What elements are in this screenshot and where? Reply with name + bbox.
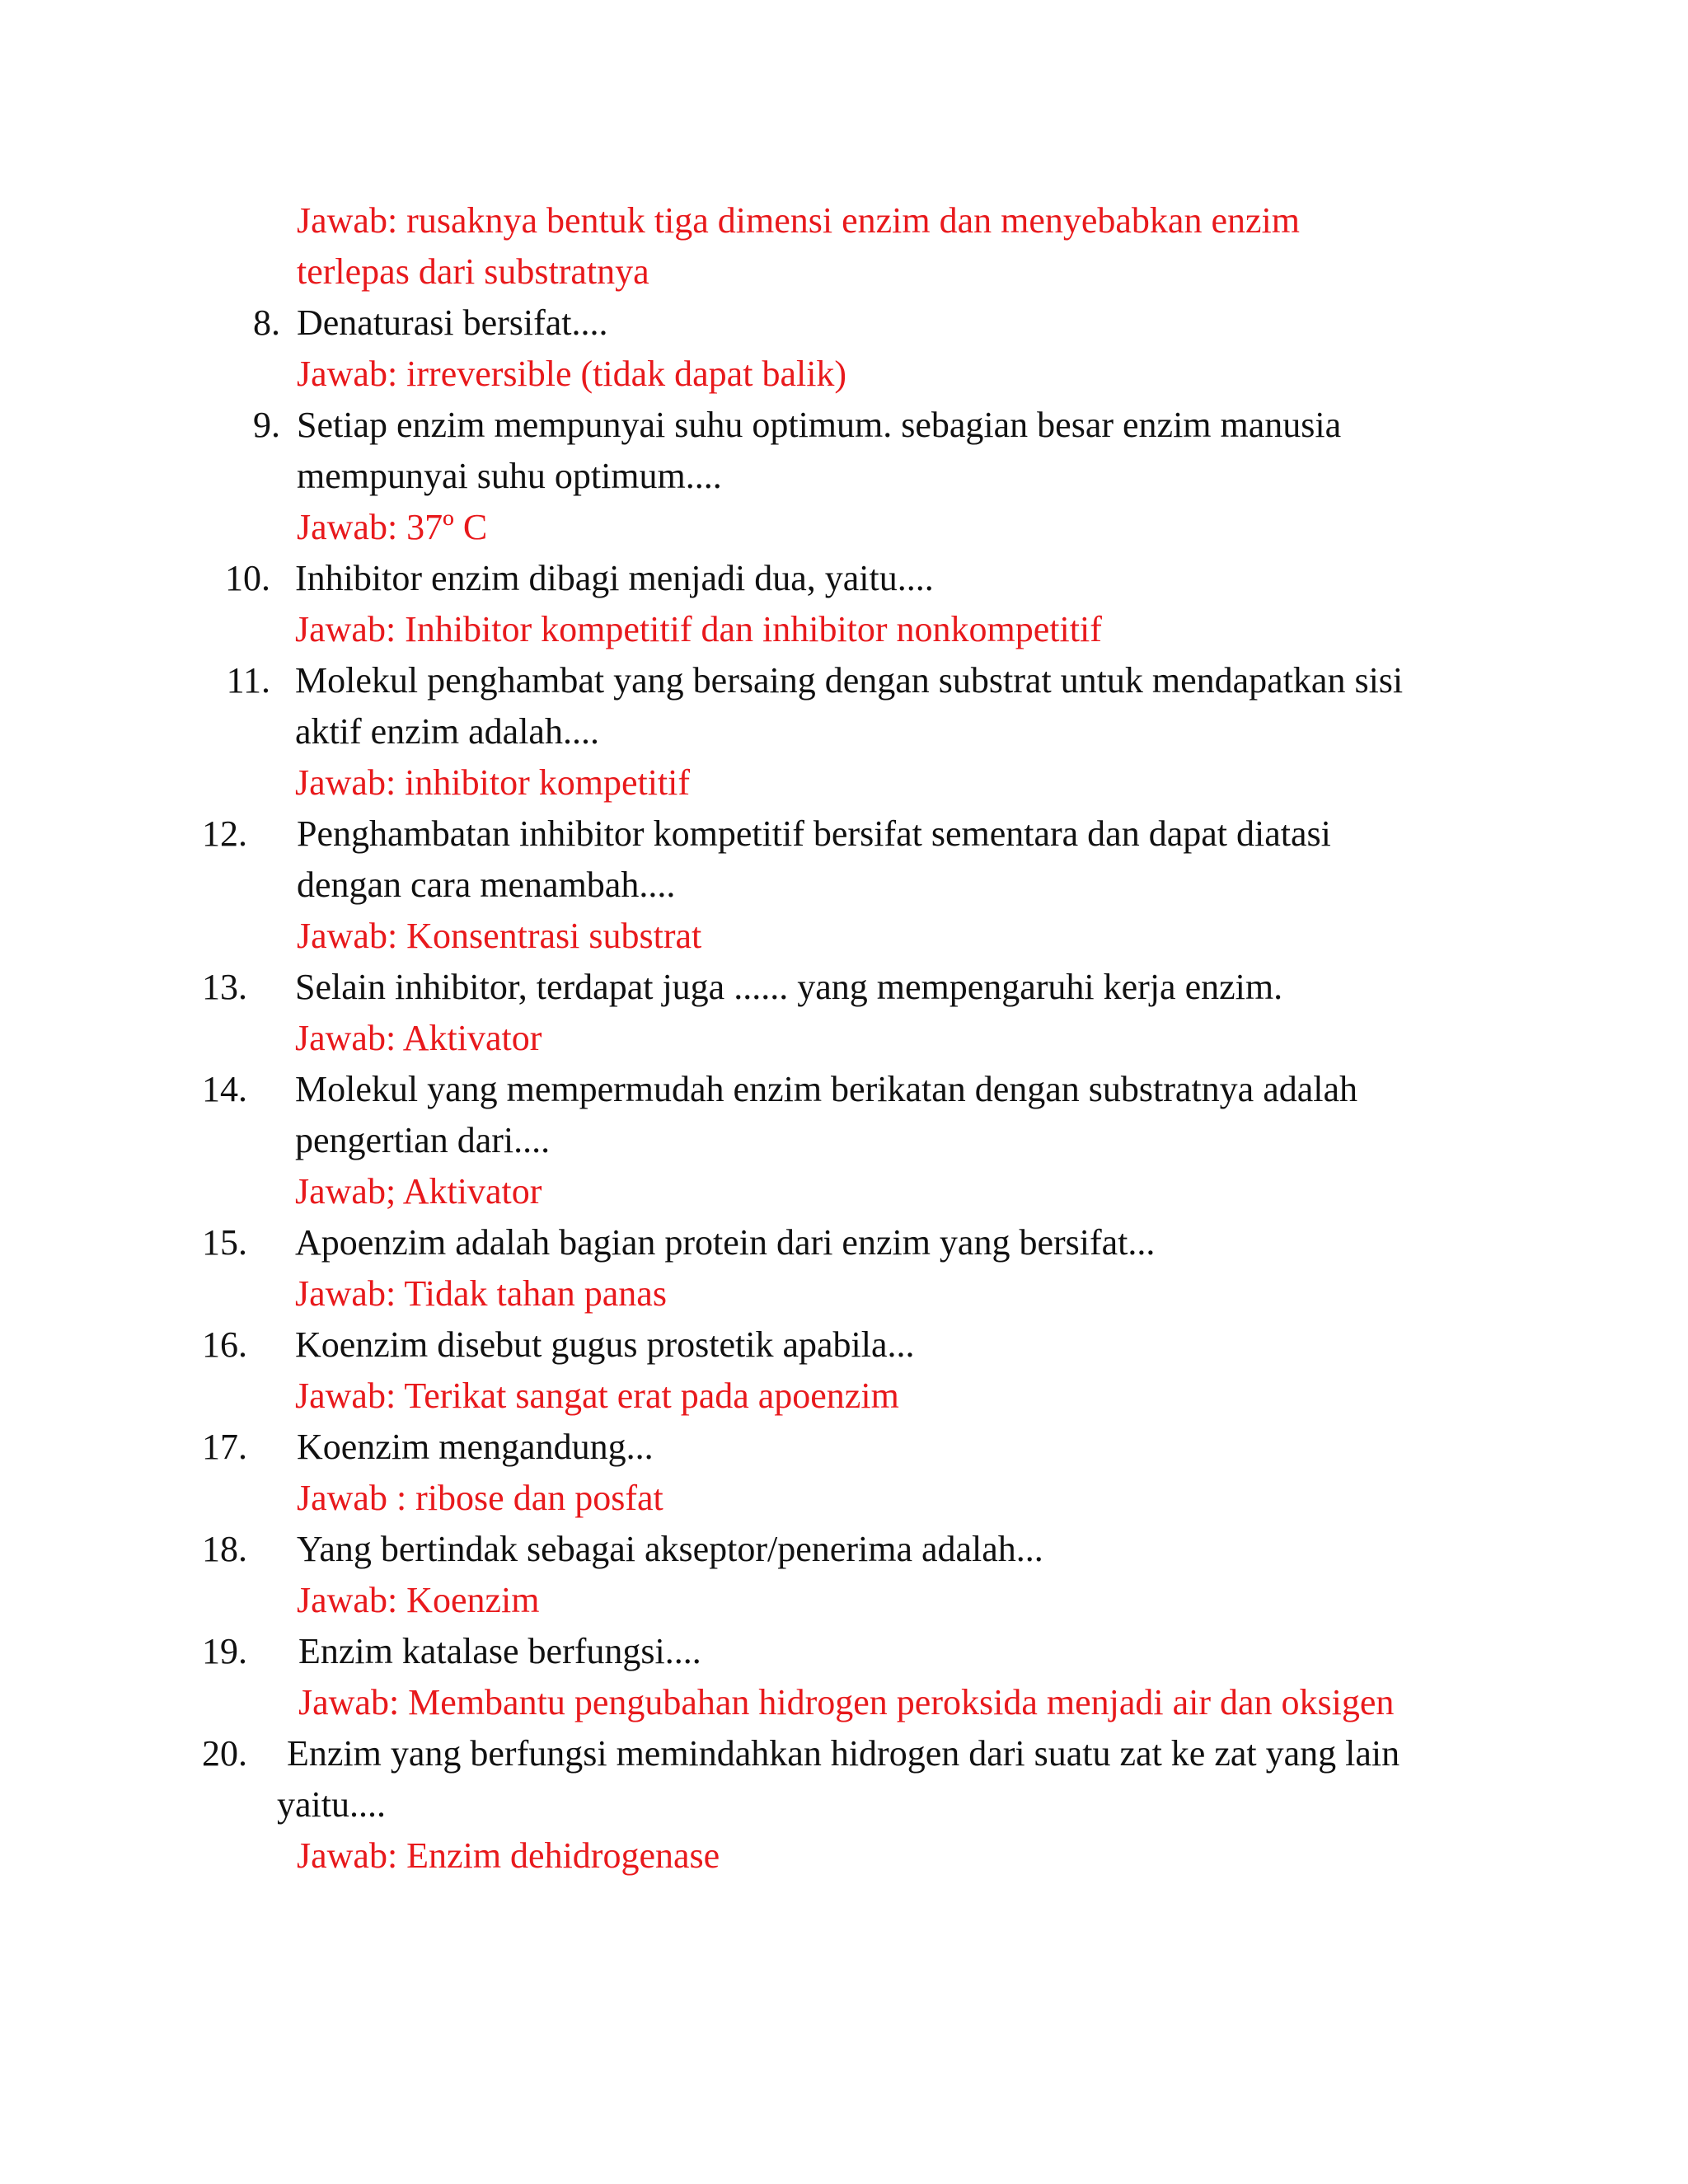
item-number: 13.	[202, 967, 247, 1007]
question-text: Enzim yang berfungsi memindahkan hidrogen dari suatu zat ke zat yang lain	[287, 1733, 1400, 1774]
answer-text: Jawab: Tidak tahan panas	[295, 1273, 667, 1314]
question-text: dengan cara menambah....	[297, 865, 676, 905]
answer-text: Jawab: inhibitor kompetitif	[295, 762, 691, 803]
answer-text: Jawab: Konsentrasi substrat	[297, 916, 702, 956]
question-text: Inhibitor enzim dibagi menjadi dua, yaitu....	[295, 558, 934, 598]
question-text: aktif enzim adalah....	[295, 711, 599, 752]
question-text: Denaturasi bersifat....	[297, 302, 608, 343]
item-number: 19.	[202, 1631, 247, 1671]
question-text: Molekul penghambat yang bersaing dengan substrat untuk mendapatkan sisi	[295, 660, 1404, 701]
item-number: 20.	[202, 1733, 247, 1774]
question-text: Penghambatan inhibitor kompetitif bersifat sementara dan dapat diatasi	[297, 813, 1331, 854]
question-text: Yang bertindak sebagai akseptor/penerima adalah...	[297, 1529, 1043, 1569]
carryover-answer-line-2: terlepas dari substratnya	[297, 251, 649, 292]
item-number: 8.	[253, 302, 280, 343]
question-text: pengertian dari....	[295, 1120, 551, 1160]
item-number: 10.	[225, 558, 270, 598]
question-text: Enzim katalase berfungsi....	[298, 1631, 701, 1671]
answer-text: Jawab: irreversible (tidak dapat balik)	[297, 354, 847, 394]
item-number: 15.	[202, 1222, 247, 1263]
answer-text: Jawab: Membantu pengubahan hidrogen peroksida menjadi air dan oksigen	[298, 1682, 1395, 1722]
question-text: Selain inhibitor, terdapat juga ...... yang mempengaruhi kerja enzim.	[295, 967, 1283, 1007]
question-text: mempunyai suhu optimum....	[297, 456, 722, 496]
answer-text: Jawab : ribose dan posfat	[297, 1478, 663, 1518]
question-text: yaitu....	[277, 1784, 386, 1825]
question-text: Setiap enzim mempunyai suhu optimum. sebagian besar enzim manusia	[297, 405, 1342, 445]
item-number: 18.	[202, 1529, 247, 1569]
answer-text: Jawab: Inhibitor kompetitif dan inhibitor nonkompetitif	[295, 609, 1102, 649]
item-number: 16.	[202, 1324, 247, 1365]
item-number: 14.	[202, 1069, 247, 1109]
question-text: Koenzim mengandung...	[297, 1427, 654, 1467]
carryover-answer-line-1: Jawab: rusaknya bentuk tiga dimensi enzim dan menyebabkan enzim	[297, 200, 1300, 241]
question-text: Molekul yang mempermudah enzim berikatan dengan substratnya adalah	[295, 1069, 1358, 1109]
item-number: 11.	[226, 660, 270, 701]
answer-text: Jawab: Terikat sangat erat pada apoenzim	[295, 1376, 899, 1416]
answer-text: Jawab; Aktivator	[295, 1171, 542, 1212]
item-number: 9.	[253, 405, 280, 445]
item-number: 17.	[202, 1427, 247, 1467]
answer-text: Jawab: Koenzim	[297, 1580, 540, 1620]
answer-text: Jawab: 37º C	[297, 507, 488, 547]
item-number: 12.	[202, 813, 247, 854]
question-text: Koenzim disebut gugus prostetik apabila...	[295, 1324, 915, 1365]
question-text: Apoenzim adalah bagian protein dari enzim yang bersifat...	[295, 1222, 1156, 1263]
answer-text: Jawab: Aktivator	[295, 1018, 542, 1058]
answer-text: Jawab: Enzim dehidrogenase	[297, 1835, 720, 1876]
